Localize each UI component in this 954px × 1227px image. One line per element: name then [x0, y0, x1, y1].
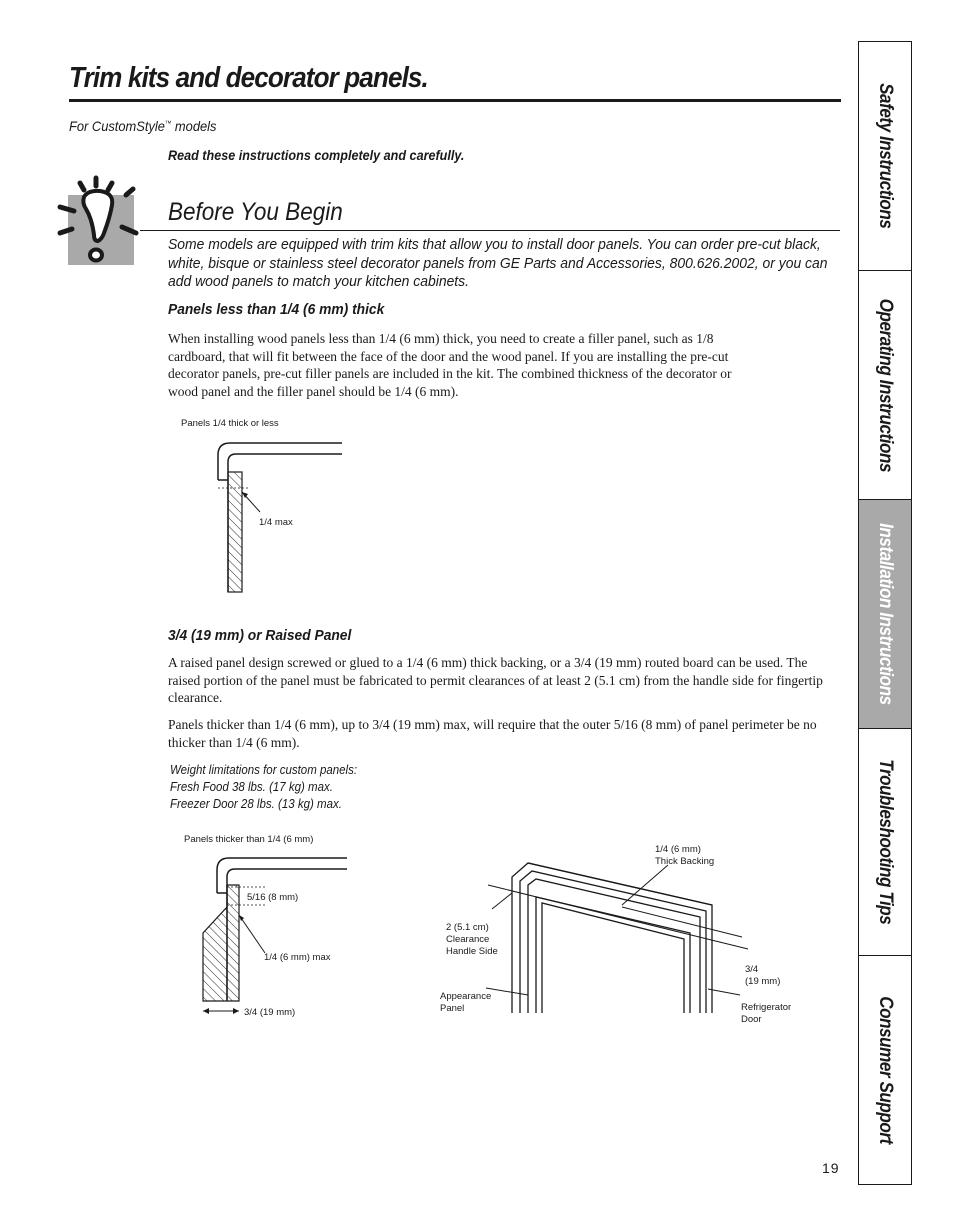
warning-exclamation-icon	[56, 175, 140, 267]
raised-panel-paragraph-2: Panels thicker than 1/4 (6 mm), up to 3/4 (19 mm) max, will require that the outer 5/16 (8 mm) of panel perimeter be no thicker than 1/4 (6 mm).	[168, 717, 817, 750]
label-clearance-line-2: Clearance	[446, 934, 490, 945]
section-rule	[140, 230, 840, 231]
label-thick-backing-line-1: 1/4 (6 mm)	[655, 844, 701, 855]
thin-panel-diagram	[200, 430, 360, 595]
tab-operating-instructions[interactable]	[859, 271, 911, 499]
tab-installation-label: Installation Instructions	[875, 523, 896, 705]
label-three-quarter-door-line-1: 3/4	[745, 964, 759, 975]
read-instructions-note: Read these instructions completely and carefully.	[168, 147, 465, 163]
tab-safety-instructions[interactable]	[859, 42, 911, 270]
page-number: 19	[822, 1160, 840, 1176]
weight-limitations	[170, 762, 357, 813]
tab-safety-label: Safety Instructions	[875, 83, 896, 229]
thin-diagram-caption: Panels 1/4 thick or less	[181, 418, 279, 429]
models-note	[69, 118, 216, 134]
title-rule	[69, 99, 841, 102]
hatched-panel	[228, 472, 242, 592]
section-heading: Before You Begin	[168, 198, 343, 226]
thick-diagram-caption: Panels thicker than 1/4 (6 mm)	[184, 834, 314, 845]
label-thick-backing	[655, 844, 714, 868]
thin-max-label: 1/4 max	[259, 517, 293, 528]
label-appearance-panel-line-1: Appearance	[440, 991, 492, 1002]
label-refrigerator-door-line-2: Door	[741, 1014, 762, 1025]
label-thick-backing-line-2: Thick Backing	[655, 856, 715, 867]
weight-heading: Weight limitations for custom panels:	[170, 763, 358, 777]
label-clearance-line-1: 2 (5.1 cm)	[446, 922, 489, 933]
weight-fresh-food: Fresh Food 38 lbs. (17 kg) max.	[170, 780, 333, 794]
raised-panel-profile	[203, 885, 239, 1001]
label-refrigerator-door	[741, 1002, 791, 1026]
label-clearance	[446, 922, 498, 958]
tab-troubleshooting-label: Troubleshooting Tips	[875, 759, 896, 925]
subhead-raised-panel: 3/4 (19 mm) or Raised Panel	[168, 627, 352, 644]
label-quarter-max: 1/4 (6 mm) max	[264, 952, 331, 963]
tab-troubleshooting-tips[interactable]	[859, 729, 911, 955]
models-note-text: For CustomStyle	[69, 118, 165, 134]
tab-operating-label: Operating Instructions	[875, 298, 896, 472]
tab-installation-instructions[interactable]	[859, 500, 911, 728]
label-three-quarter: 3/4 (19 mm)	[244, 1007, 296, 1018]
label-three-quarter-door-line-2: (19 mm)	[745, 976, 781, 987]
label-appearance-panel-line-2: Panel	[440, 1003, 465, 1014]
page-title: Trim kits and decorator panels.	[69, 62, 428, 94]
thin-panels-paragraph: When installing wood panels less than 1/4 (6 mm) thick, you need to create a filler panel, such as 1/8 cardboard, that will fit between the face of the door and the wood panel. If you are installing the pre-cut decorator panels, pre-cut filler panels are included in the kit. The combined thickness of the decorator or wood panel and the filler panel should be 1/4 (6 mm).	[168, 331, 732, 399]
tab-consumer-label: Consumer Support	[875, 996, 896, 1144]
weight-freezer: Freezer Door 28 lbs. (13 kg) max.	[170, 797, 342, 811]
raised-panel-paragraph-1: A raised panel design screwed or glued to a 1/4 (6 mm) thick backing, or a 3/4 (19 mm) routed board can be used. The raised portion of the panel must be fabricated to permit clearances of at least 2 (5.1 cm) from the handle side for fingertip clearance.	[168, 655, 823, 706]
label-5-16: 5/16 (8 mm)	[247, 892, 299, 903]
thick-panel-diagram	[195, 845, 355, 1025]
refrigerator-door-diagram	[480, 845, 760, 1020]
label-three-quarter-door	[745, 964, 780, 988]
section-sidebar	[858, 41, 912, 1185]
trademark-mark: ™	[164, 120, 172, 128]
label-appearance-panel	[440, 991, 491, 1015]
models-note-suffix: models	[171, 118, 217, 134]
label-clearance-line-3: Handle Side	[446, 946, 498, 957]
tab-consumer-support[interactable]	[859, 956, 911, 1184]
label-refrigerator-door-line-1: Refrigerator	[741, 1002, 792, 1013]
subhead-thin-panels: Panels less than 1/4 (6 mm) thick	[168, 301, 385, 318]
intro-paragraph: Some models are equipped with trim kits that allow you to install door panels. You can order pre-cut black, white, bisque or stainless steel decorator panels from GE Parts and Accessories, 800.626.2002, or you can add wood panels to match your kitchen cabinets.	[168, 237, 828, 290]
